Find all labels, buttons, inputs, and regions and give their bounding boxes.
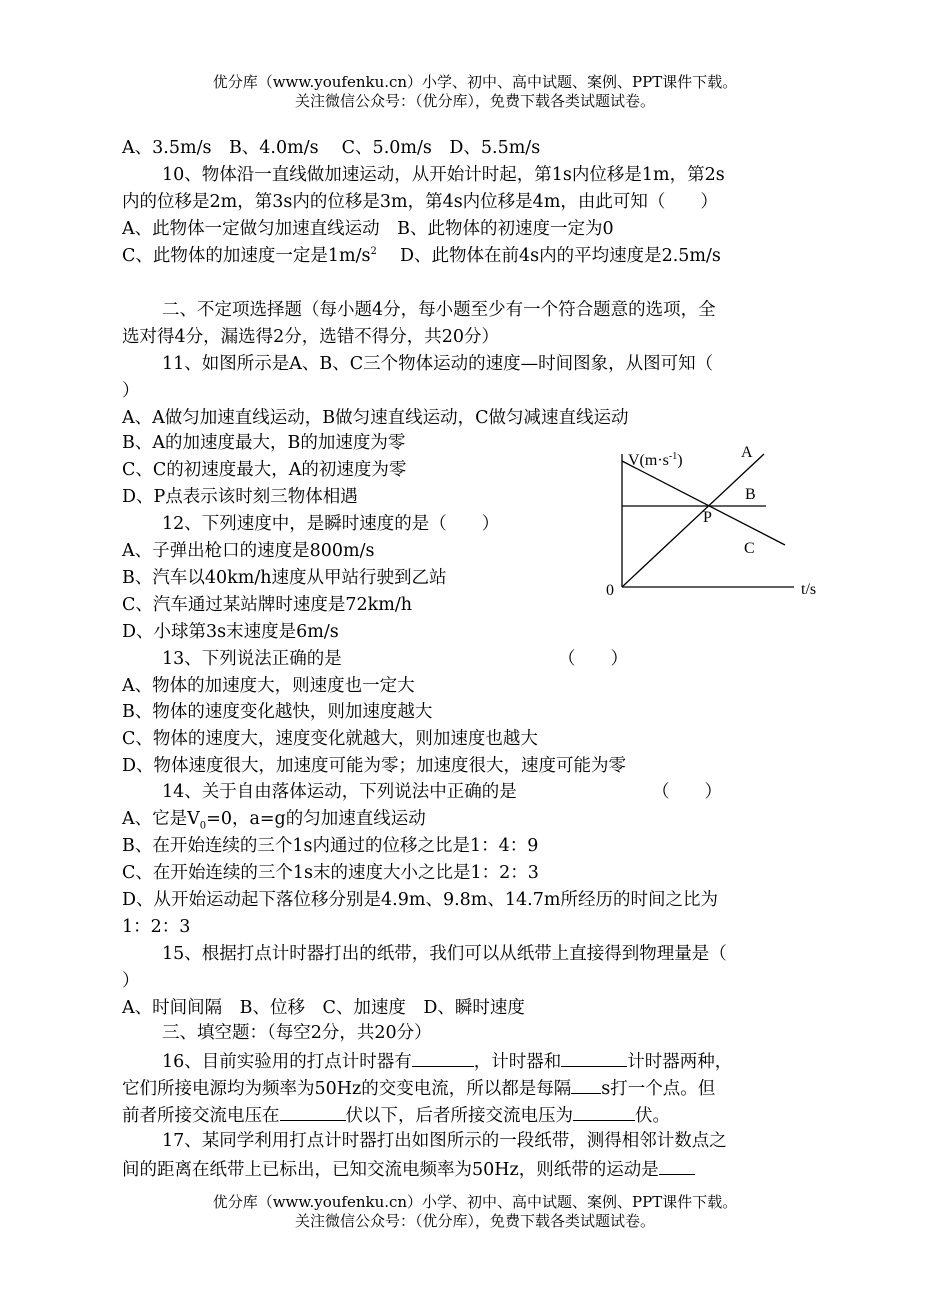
q10-option-c-superscript: 2: [370, 246, 377, 258]
q11-option-c: C、C的初速度最大，A的初速度为零: [122, 460, 407, 480]
q16-line-1: 16、目前实验用的打点计时器有 ，计时器和 计时器两种，: [162, 1048, 732, 1074]
q14-option-d-2: 1：2：3: [122, 917, 191, 937]
q14-option-c: C、在开始连续的三个1s末的速度大小之比是1：2：3: [122, 863, 539, 883]
fill-blank-2[interactable]: [561, 1048, 627, 1067]
q16-line-2: 它们所接电源均为频率为50Hz的交变电流，所以都是每隔 s打一个点。但: [122, 1075, 715, 1101]
fill-blank-1[interactable]: [412, 1048, 474, 1067]
q14-option-a: A、它是$V_0=0$，a=g的匀加速直线运动: [122, 809, 426, 832]
q10-stem-1: 10、物体沿一直线做加速运动，从开始计时起，第1s内位移是1m，第2s: [162, 165, 725, 185]
q9-options: A、3.5m/s B、4.0m/s C、5.0m/s D、5.5m/s: [122, 138, 541, 158]
fill-blank-6[interactable]: [659, 1156, 695, 1175]
footer-line-1: 优分库（www.youfenku.cn）小学、初中、高中试题、案例、PPT课件下载。: [212, 1193, 738, 1211]
q12-option-d: D、小球第3s末速度是6m/s: [122, 622, 339, 642]
q17-line-2: 间的距离在纸带上已标出，已知交流电频率为50Hz，则纸带的运动是: [122, 1156, 695, 1182]
q13-option-d: D、物体速度很大，加速度可能为零；加速度很大，速度可能为零: [122, 756, 627, 776]
origin-label: 0: [606, 582, 614, 599]
line-b-label: B: [745, 486, 756, 503]
q13-option-a: A、物体的加速度大，则速度也一定大: [122, 676, 415, 696]
q11-stem-1: 11、如图所示是A、B、C三个物体运动的速度—时间图象，从图可知（: [162, 354, 714, 374]
q12-stem: 12、下列速度中，是瞬时速度的是（ ）: [162, 514, 500, 534]
q10-option-c: C、此物体的加速度一定是1m/s: [122, 246, 371, 266]
q10-stem-2: 内的位移是2m，第3s内的位移是3m，第4s内位移是4m，由此可知（ ）: [122, 192, 718, 212]
q12-option-a: A、子弹出枪口的速度是800m/s: [122, 541, 375, 561]
q15-stem-2: ）: [122, 971, 140, 991]
q13-option-b: B、物体的速度变化越快，则加速度越大: [122, 702, 433, 722]
section-2-title-1: 二、不定项选择题（每小题4分，每小题至少有一个符合题意的选项，全: [162, 300, 716, 320]
line-c: [622, 461, 785, 545]
header-line-1: 优分库（www.youfenku.cn）小学、初中、高中试题、案例、PPT课件下载。: [212, 73, 738, 91]
q15-stem-1: 15、根据打点计时器打出的纸带，我们可以从纸带上直接得到物理量是（: [162, 944, 727, 964]
q13-stem: 13、下列说法正确的是: [162, 649, 342, 669]
q11-stem-2: ）: [122, 381, 140, 401]
q11-option-b: B、A的加速度最大，B的加速度为零: [122, 433, 406, 453]
line-c-label: C: [744, 540, 755, 557]
section-3-title: 三、填空题：（每空2分，共20分）: [162, 1023, 432, 1043]
q14-answer-paren: （ ）: [652, 782, 722, 802]
q12-option-b: B、汽车以40km/h速度从甲站行驶到乙站: [122, 568, 447, 588]
y-axis-label: $V(m\cdot s^{-1})$: [628, 451, 683, 469]
fill-blank-3[interactable]: [571, 1075, 601, 1094]
fill-blank-4[interactable]: [280, 1102, 346, 1121]
v-zero-subscript: 0: [199, 820, 207, 832]
section-2-title-2: 选对得4分，漏选得2分，选错不得分，共20分）: [122, 327, 500, 347]
q10-options-cd: [122, 244, 721, 268]
q14-option-d-1: D、从开始运动起下落位移分别是4.9m、9.8m、14.7m所经历的时间之比为: [122, 890, 718, 910]
velocity-time-graph: [596, 436, 826, 606]
point-p-label: P: [703, 509, 712, 526]
q11-option-a: A、A做匀加速直线运动，B做匀速直线运动，C做匀减速直线运动: [122, 408, 629, 428]
q13-option-c: C、物体的速度大，速度变化就越大，则加速度也越大: [122, 729, 538, 749]
q12-option-c: C、汽车通过某站牌时速度是72km/h: [122, 595, 413, 615]
footer-line-2: 关注微信公众号：（优分库），免费下载各类试题试卷。: [294, 1212, 655, 1230]
q15-options: A、时间间隔 B、位移 C、加速度 D、瞬时速度: [122, 998, 525, 1018]
q14-option-b: B、在开始连续的三个1s内通过的位移之比是1：4：9: [122, 836, 539, 856]
line-a: [622, 454, 764, 587]
q16-line-3: 前者所接交流电压在 伏以下，后者所接交流电压为 伏。: [122, 1102, 670, 1128]
q13-answer-paren: （ ）: [558, 649, 628, 669]
q14-stem: 14、关于自由落体运动，下列说法中正确的是: [162, 782, 517, 802]
q10-option-d: D、此物体在前4s内的平均速度是2.5m/s: [376, 246, 721, 266]
q17-line-1: 17、某同学利用打点计时器打出如图所示的一段纸带，测得相邻计数点之: [162, 1131, 727, 1151]
q10-options-ab: A、此物体一定做匀加速直线运动 B、此物体的初速度一定为0: [122, 219, 614, 239]
q11-option-d: D、P点表示该时刻三物体相遇: [122, 487, 358, 507]
x-axis-label: t/s: [801, 581, 817, 598]
fill-blank-5[interactable]: [573, 1102, 635, 1121]
header-line-2: 关注微信公众号：（优分库），免费下载各类试题试卷。: [294, 92, 655, 110]
line-a-label: A: [741, 444, 753, 461]
